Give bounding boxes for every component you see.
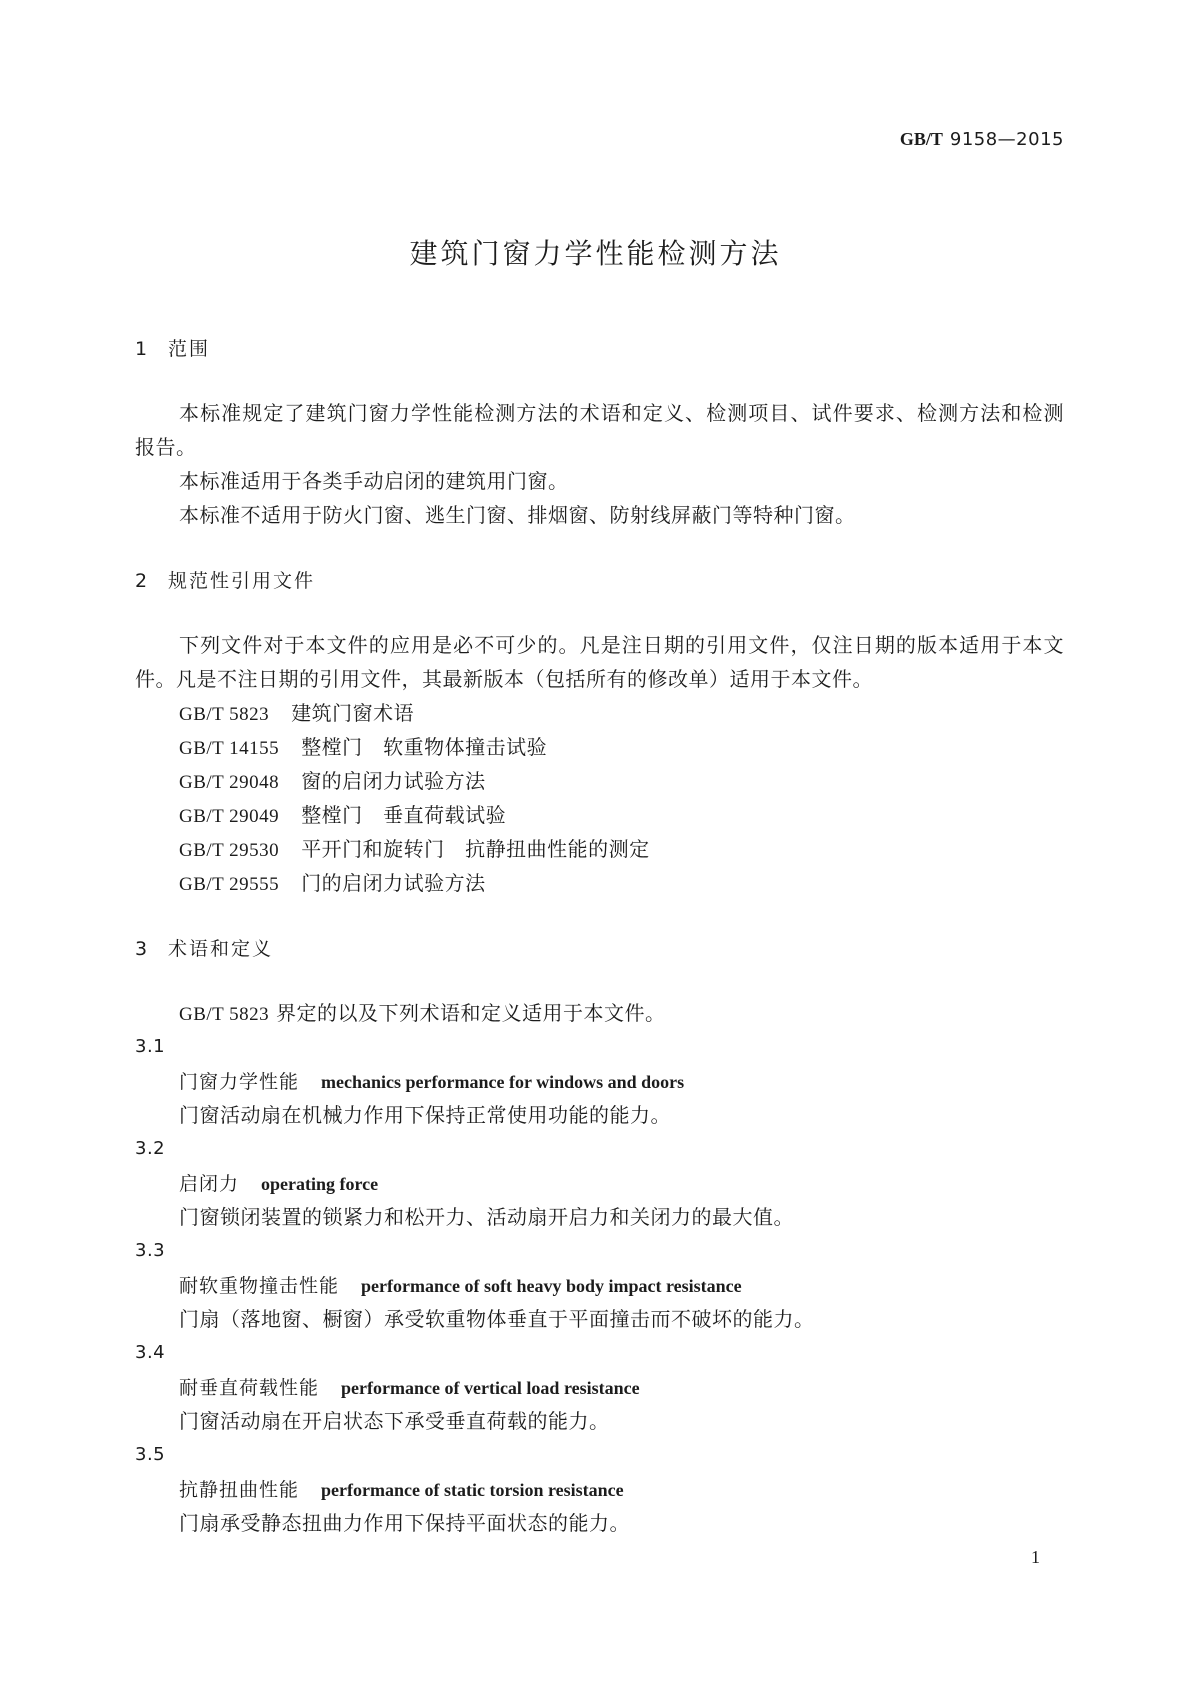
reference-code: GB/T 29048 — [179, 772, 280, 793]
reference-title: 平开门和旋转门 抗静扭曲性能的测定 — [301, 837, 650, 861]
reference-code: GB/T 29049 — [179, 806, 280, 827]
reference-code: GB/T 29530 — [179, 840, 280, 861]
term-definition: 门扇承受静态扭曲力作用下保持平面状态的能力。 — [179, 1511, 630, 1535]
paragraph-line: 本标准不适用于防火门窗、逃生门窗、排烟窗、防射线屏蔽门等特种门窗。 — [179, 503, 856, 527]
term-english: mechanics performance for windows and doors — [321, 1072, 685, 1092]
document-code-header — [900, 125, 1064, 154]
term-chinese: 耐垂直荷载性能 — [179, 1377, 320, 1399]
document-body — [135, 332, 1064, 1540]
term-entry — [135, 1370, 1064, 1404]
intro-text: 界定的以及下列术语和定义适用于本文件。 — [276, 1001, 666, 1025]
doc-prefix: GB/T — [899, 129, 943, 149]
reference-item — [135, 798, 1064, 832]
term-entry — [135, 1472, 1064, 1506]
term-chinese: 门窗力学性能 — [179, 1071, 300, 1093]
term-english: performance of vertical load resistance — [341, 1378, 640, 1398]
reference-code: GB/T 5823 — [179, 704, 270, 725]
term-number: 3.5 — [135, 1444, 166, 1465]
section-number: 1 — [135, 338, 148, 360]
term-number: 3.3 — [135, 1240, 166, 1261]
term-chinese: 启闭力 — [179, 1173, 240, 1195]
term-number: 3.4 — [135, 1342, 166, 1363]
term-definition: 门扇（落地窗、橱窗）承受软重物体垂直于平面撞击而不破坏的能力。 — [179, 1307, 815, 1331]
term-entry — [135, 1268, 1064, 1302]
doc-number: 9158—2015 — [949, 129, 1064, 150]
reference-item — [135, 764, 1064, 798]
section-number: 3 — [135, 938, 148, 960]
term-chinese: 耐软重物撞击性能 — [179, 1275, 340, 1297]
reference-title: 门的启闭力试验方法 — [301, 871, 486, 895]
reference-item — [135, 832, 1064, 866]
term-definition: 门窗活动扇在机械力作用下保持正常使用功能的能力。 — [179, 1103, 671, 1127]
term-definition: 门窗活动扇在开启状态下承受垂直荷载的能力。 — [179, 1409, 610, 1433]
term-definition: 门窗锁闭装置的锁紧力和松开力、活动扇开启力和关闭力的最大值。 — [179, 1205, 794, 1229]
reference-title: 窗的启闭力试验方法 — [301, 769, 486, 793]
term-english: operating force — [261, 1174, 379, 1194]
page-number: 1 — [1031, 1547, 1040, 1567]
paragraph-line: 下列文件对于本文件的应用是必不可少的。凡是注日期的引用文件，仅注日期的版本适用于本文 — [179, 633, 1064, 657]
section-heading-normative-references — [135, 564, 1064, 598]
section-heading-terms-and-definitions — [135, 932, 1064, 966]
section-title: 术语和定义 — [168, 938, 274, 960]
paragraph-line — [135, 996, 1064, 1030]
reference-title: 整樘门 垂直荷载试验 — [301, 803, 507, 827]
term-english: performance of static torsion resistance — [321, 1480, 624, 1500]
term-number: 3.2 — [135, 1138, 166, 1159]
reference-item — [135, 696, 1064, 730]
term-english: performance of soft heavy body impact resistance — [361, 1276, 742, 1296]
reference-item — [135, 866, 1064, 900]
reference-title: 整樘门 软重物体撞击试验 — [301, 735, 548, 759]
section-heading-scope — [135, 332, 1064, 366]
section-title: 范围 — [168, 338, 211, 360]
section-title: 规范性引用文件 — [168, 570, 316, 592]
paragraph-line: 件。凡是不注日期的引用文件，其最新版本（包括所有的修改单）适用于本文件。 — [135, 667, 873, 691]
term-number: 3.1 — [135, 1036, 166, 1057]
reference-item — [135, 730, 1064, 764]
paragraph-line: 本标准规定了建筑门窗力学性能检测方法的术语和定义、检测项目、试件要求、检测方法和检测 — [179, 401, 1064, 425]
section-number: 2 — [135, 570, 148, 592]
reference-code: GB/T 29555 — [179, 874, 280, 895]
paragraph-line: 报告。 — [135, 435, 197, 459]
document-title: 建筑门窗力学性能检测方法 — [409, 237, 782, 270]
reference-code: GB/T 14155 — [179, 738, 280, 759]
term-chinese: 抗静扭曲性能 — [179, 1479, 300, 1501]
reference-title: 建筑门窗术语 — [291, 701, 415, 725]
term-entry — [135, 1064, 1064, 1098]
intro-reference-code: GB/T 5823 — [179, 1004, 270, 1025]
term-entry — [135, 1166, 1064, 1200]
paragraph-line: 本标准适用于各类手动启闭的建筑用门窗。 — [179, 469, 569, 493]
